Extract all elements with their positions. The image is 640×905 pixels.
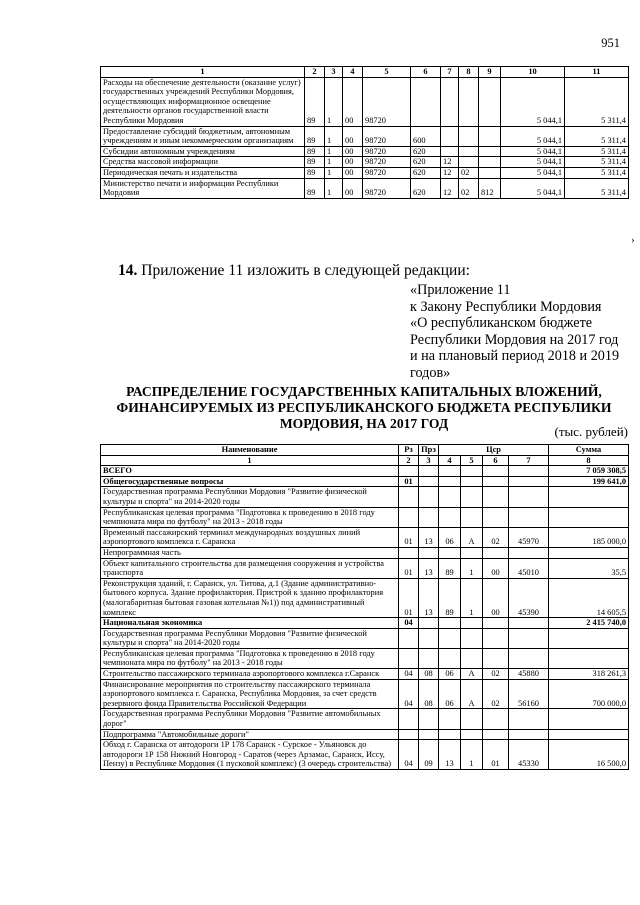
header-cell: 5 bbox=[363, 67, 411, 78]
row-rz-cell bbox=[399, 709, 419, 729]
row-rz-cell bbox=[399, 507, 419, 527]
subheader-cell: 7 bbox=[509, 455, 549, 466]
continuation-table bbox=[100, 66, 629, 199]
header-cell: 1 bbox=[101, 67, 305, 78]
row-code-cell bbox=[439, 547, 461, 558]
row-code-cell bbox=[461, 487, 483, 507]
row-sum-cell: 700 000,0 bbox=[549, 679, 629, 709]
row-code-cell: 98720 bbox=[363, 167, 411, 178]
row-code-cell: 12 bbox=[441, 167, 459, 178]
row-code-cell: 98720 bbox=[363, 178, 411, 198]
row-code-cell: 00 bbox=[343, 178, 363, 198]
row-code-cell: 89 bbox=[439, 578, 461, 617]
row-code-cell bbox=[509, 709, 549, 729]
row-code-cell bbox=[483, 487, 509, 507]
row-amount-cell: 5 044,1 bbox=[501, 167, 565, 178]
row-prz-cell: 13 bbox=[419, 527, 439, 547]
row-code-cell: А bbox=[461, 679, 483, 709]
row-prz-cell: 08 bbox=[419, 679, 439, 709]
row-code-cell: 89 bbox=[305, 178, 325, 198]
row-sum-cell bbox=[549, 648, 629, 668]
table-row bbox=[101, 157, 629, 168]
row-code-cell: 00 bbox=[343, 167, 363, 178]
row-prz-cell bbox=[419, 709, 439, 729]
row-code-cell: 45330 bbox=[509, 740, 549, 770]
row-code-cell bbox=[461, 709, 483, 729]
row-code-cell: 98720 bbox=[363, 157, 411, 168]
row-name-cell: Государственная программа Республики Мордовия "Развитие физической культуры и спорта" на 2014-2020 годы bbox=[101, 628, 399, 648]
table-header-row bbox=[101, 67, 629, 78]
row-code-cell bbox=[441, 146, 459, 157]
row-code-cell bbox=[479, 157, 501, 168]
subheader-cell: 4 bbox=[439, 455, 461, 466]
row-rz-cell bbox=[399, 729, 419, 740]
row-code-cell: 12 bbox=[441, 178, 459, 198]
page-number: 951 bbox=[601, 36, 620, 50]
row-code-cell: 01 bbox=[483, 740, 509, 770]
row-code-cell bbox=[483, 648, 509, 668]
row-code-cell bbox=[479, 77, 501, 126]
table-row bbox=[101, 178, 629, 198]
row-code-cell bbox=[483, 466, 509, 477]
row-name-cell: Субсидии автономным учреждениям bbox=[101, 146, 305, 157]
appendix-line: Республики Мордовия на 2017 год bbox=[410, 331, 619, 348]
row-code-cell: 1 bbox=[325, 167, 343, 178]
margin-mark: › bbox=[631, 234, 635, 246]
row-prz-cell bbox=[419, 628, 439, 648]
appendix-line: «О республиканском бюджете bbox=[410, 315, 593, 331]
heading-line: МОРДОВИЯ, НА 2017 ГОД bbox=[279, 416, 449, 431]
appendix-reference bbox=[410, 282, 619, 381]
row-amount-cell: 5 044,1 bbox=[501, 126, 565, 146]
row-code-cell: 06 bbox=[439, 669, 461, 680]
row-sum-cell: 2 415 740,0 bbox=[549, 618, 629, 629]
row-code-cell: 1 bbox=[461, 558, 483, 578]
row-prz-cell bbox=[419, 476, 439, 487]
row-code-cell bbox=[461, 476, 483, 487]
row-code-cell: 45970 bbox=[509, 527, 549, 547]
row-code-cell: 00 bbox=[343, 157, 363, 168]
table-row bbox=[101, 679, 629, 709]
row-sum-cell: 16 500,0 bbox=[549, 740, 629, 770]
table-row bbox=[101, 729, 629, 740]
subheader-cell: 1 bbox=[101, 455, 399, 466]
row-name-cell: Реконструкция зданий, г. Саранск, ул. Титова, д.1 (Здание административно-бытового корпуса. Здание профилактория. Пристрой к зданию профилактория (малогабаритная бытовая газовая котельная №1)) под административный комплекс bbox=[101, 578, 399, 617]
table-row bbox=[101, 740, 629, 770]
row-code-cell: 1 bbox=[325, 77, 343, 126]
table-row bbox=[101, 167, 629, 178]
appendix-line: и на плановый период 2018 и 2019 bbox=[410, 348, 620, 364]
row-code-cell: 1 bbox=[325, 157, 343, 168]
row-code-cell bbox=[483, 709, 509, 729]
header-prz: Прз bbox=[419, 445, 439, 456]
row-amount-cell: 5 311,4 bbox=[565, 167, 629, 178]
row-prz-cell bbox=[419, 466, 439, 477]
row-sum-cell bbox=[549, 709, 629, 729]
appendix-line: годов» bbox=[410, 364, 451, 381]
row-name-cell: Республиканская целевая программа "Подготовка к проведению в 2018 году чемпионата мира по футболу" на 2013 - 2018 годы bbox=[101, 507, 399, 527]
row-name-cell: Министерство печати и информации Республики Мордовия bbox=[101, 178, 305, 198]
row-code-cell bbox=[461, 618, 483, 629]
row-code-cell: 02 bbox=[483, 679, 509, 709]
row-code-cell bbox=[479, 126, 501, 146]
subheader-cell: 8 bbox=[549, 455, 629, 466]
row-code-cell bbox=[439, 487, 461, 507]
row-code-cell: 1 bbox=[461, 578, 483, 617]
table-row bbox=[101, 146, 629, 157]
row-code-cell: 620 bbox=[411, 146, 441, 157]
row-code-cell: 1 bbox=[461, 740, 483, 770]
row-rz-cell: 04 bbox=[399, 669, 419, 680]
row-amount-cell: 5 311,4 bbox=[565, 178, 629, 198]
row-code-cell: 06 bbox=[439, 527, 461, 547]
row-rz-cell: 01 bbox=[399, 527, 419, 547]
header-csr: Цср bbox=[439, 445, 549, 456]
heading-line: РАСПРЕДЕЛЕНИЕ ГОСУДАРСТВЕННЫХ КАПИТАЛЬНЫХ ВЛОЖЕНИЙ, bbox=[126, 384, 602, 399]
table-header-row bbox=[101, 445, 629, 456]
row-code-cell bbox=[461, 648, 483, 668]
row-sum-cell bbox=[549, 507, 629, 527]
row-code-cell: 45010 bbox=[509, 558, 549, 578]
row-name-cell: Республиканская целевая программа "Подготовка к проведению в 2018 году чемпионата мира по футболу" на 2013 - 2018 годы bbox=[101, 648, 399, 668]
row-code-cell bbox=[441, 77, 459, 126]
row-code-cell bbox=[479, 167, 501, 178]
row-code-cell: 02 bbox=[459, 178, 479, 198]
row-code-cell: 45880 bbox=[509, 669, 549, 680]
table-row bbox=[101, 709, 629, 729]
row-code-cell: 620 bbox=[411, 157, 441, 168]
row-sum-cell bbox=[549, 547, 629, 558]
row-code-cell bbox=[459, 77, 479, 126]
row-code-cell bbox=[483, 729, 509, 740]
row-code-cell bbox=[509, 648, 549, 668]
row-code-cell bbox=[509, 476, 549, 487]
header-sum: Сумма bbox=[549, 445, 629, 456]
row-code-cell: 98720 bbox=[363, 126, 411, 146]
row-code-cell bbox=[509, 507, 549, 527]
row-rz-cell: 01 bbox=[399, 558, 419, 578]
table-row bbox=[101, 466, 629, 477]
table-row bbox=[101, 77, 629, 126]
row-code-cell: 89 bbox=[305, 157, 325, 168]
row-code-cell bbox=[439, 628, 461, 648]
appendix-line: «Приложение 11 bbox=[410, 282, 511, 298]
row-rz-cell: 04 bbox=[399, 618, 419, 629]
table-row bbox=[101, 476, 629, 487]
heading-line: ФИНАНСИРУЕМЫХ ИЗ РЕСПУБЛИКАНСКОГО БЮДЖЕТА РЕСПУБЛИКИ bbox=[116, 400, 612, 415]
table-row bbox=[101, 527, 629, 547]
header-cell: 6 bbox=[411, 67, 441, 78]
row-amount-cell: 5 044,1 bbox=[501, 157, 565, 168]
unit-label: (тыс. рублей) bbox=[554, 424, 628, 439]
row-code-cell: 98720 bbox=[363, 77, 411, 126]
row-name-cell: Расходы на обеспечение деятельности (оказание услуг) государственных учреждений Республики Мордовия, осуществляющих информационное освещение деятельности органов государственной власти Республики Мордовия bbox=[101, 77, 305, 126]
row-sum-cell bbox=[549, 729, 629, 740]
row-code-cell bbox=[439, 709, 461, 729]
row-name-cell: Государственная программа Республики Мордовия "Развитие автомобильных дорог" bbox=[101, 709, 399, 729]
row-code-cell: 56160 bbox=[509, 679, 549, 709]
row-amount-cell: 5 311,4 bbox=[565, 146, 629, 157]
row-code-cell bbox=[459, 157, 479, 168]
row-rz-cell: 01 bbox=[399, 578, 419, 617]
row-code-cell bbox=[509, 487, 549, 507]
row-code-cell bbox=[483, 618, 509, 629]
header-name: Наименование bbox=[101, 445, 399, 456]
row-code-cell bbox=[461, 729, 483, 740]
row-code-cell: 89 bbox=[439, 558, 461, 578]
capital-investments-table bbox=[100, 444, 629, 770]
row-code-cell bbox=[439, 466, 461, 477]
row-code-cell bbox=[411, 77, 441, 126]
row-name-cell: Общегосударственные вопросы bbox=[101, 476, 399, 487]
row-prz-cell: 08 bbox=[419, 669, 439, 680]
row-code-cell: 00 bbox=[483, 578, 509, 617]
table-row bbox=[101, 669, 629, 680]
header-cell: 8 bbox=[459, 67, 479, 78]
header-cell: 3 bbox=[325, 67, 343, 78]
row-prz-cell bbox=[419, 547, 439, 558]
row-code-cell bbox=[439, 507, 461, 527]
row-code-cell bbox=[461, 507, 483, 527]
row-prz-cell bbox=[419, 507, 439, 527]
row-code-cell: 45390 bbox=[509, 578, 549, 617]
amendment-paragraph bbox=[118, 262, 470, 280]
row-code-cell: 00 bbox=[343, 126, 363, 146]
row-amount-cell: 5 044,1 bbox=[501, 77, 565, 126]
row-sum-cell: 199 641,0 bbox=[549, 476, 629, 487]
header-cell: 10 bbox=[501, 67, 565, 78]
table-subheader-row bbox=[101, 455, 629, 466]
row-name-cell: Финансирование мероприятия по строительству пассажирского терминала аэропортового комплекса г. Саранска, Республика Мордовия, за счет средств резервного фонда Правительства Российской Федерации bbox=[101, 679, 399, 709]
row-code-cell: 600 bbox=[411, 126, 441, 146]
subheader-cell: 3 bbox=[419, 455, 439, 466]
row-code-cell: 02 bbox=[483, 527, 509, 547]
row-code-cell: 1 bbox=[325, 146, 343, 157]
row-name-cell: Предоставление субсидий бюджетным, автономным учреждениям и иным некоммерческим организациям bbox=[101, 126, 305, 146]
row-amount-cell: 5 311,4 bbox=[565, 126, 629, 146]
row-code-cell: 02 bbox=[483, 669, 509, 680]
row-code-cell: 89 bbox=[305, 167, 325, 178]
row-code-cell: 89 bbox=[305, 77, 325, 126]
header-rz: Рз bbox=[399, 445, 419, 456]
header-cell: 4 bbox=[343, 67, 363, 78]
row-code-cell bbox=[483, 547, 509, 558]
row-code-cell bbox=[439, 729, 461, 740]
row-name-cell: Периодическая печать и издательства bbox=[101, 167, 305, 178]
row-prz-cell: 09 bbox=[419, 740, 439, 770]
table-row bbox=[101, 126, 629, 146]
row-code-cell: 98720 bbox=[363, 146, 411, 157]
subheader-cell: 2 bbox=[399, 455, 419, 466]
row-sum-cell: 318 261,3 bbox=[549, 669, 629, 680]
table-row bbox=[101, 648, 629, 668]
row-code-cell bbox=[461, 628, 483, 648]
row-code-cell bbox=[509, 618, 549, 629]
row-code-cell: 812 bbox=[479, 178, 501, 198]
row-code-cell bbox=[479, 146, 501, 157]
row-name-cell: Непрограммная часть bbox=[101, 547, 399, 558]
table-row bbox=[101, 547, 629, 558]
row-code-cell bbox=[509, 466, 549, 477]
row-code-cell: 00 bbox=[483, 558, 509, 578]
row-code-cell: 620 bbox=[411, 178, 441, 198]
row-prz-cell bbox=[419, 487, 439, 507]
row-code-cell: 00 bbox=[343, 146, 363, 157]
row-code-cell: 00 bbox=[343, 77, 363, 126]
row-code-cell: 1 bbox=[325, 178, 343, 198]
row-code-cell: 06 bbox=[439, 679, 461, 709]
row-rz-cell bbox=[399, 648, 419, 668]
row-sum-cell: 35,5 bbox=[549, 558, 629, 578]
table-row bbox=[101, 618, 629, 629]
row-code-cell: 89 bbox=[305, 126, 325, 146]
header-cell: 9 bbox=[479, 67, 501, 78]
row-prz-cell: 13 bbox=[419, 578, 439, 617]
table-row bbox=[101, 487, 629, 507]
table-row bbox=[101, 507, 629, 527]
row-sum-cell: 7 059 308,5 bbox=[549, 466, 629, 477]
table-row bbox=[101, 628, 629, 648]
row-code-cell: 620 bbox=[411, 167, 441, 178]
row-code-cell: А bbox=[461, 527, 483, 547]
row-name-cell: Объект капитального строительства для размещения сооружения и устройства транспорта bbox=[101, 558, 399, 578]
paragraph-text: Приложение 11 изложить в следующей редакции: bbox=[141, 262, 470, 279]
row-code-cell: А bbox=[461, 669, 483, 680]
row-prz-cell bbox=[419, 648, 439, 668]
row-name-cell: ВСЕГО bbox=[101, 466, 399, 477]
row-code-cell bbox=[509, 628, 549, 648]
row-code-cell bbox=[441, 126, 459, 146]
header-cell: 2 bbox=[305, 67, 325, 78]
row-code-cell bbox=[459, 146, 479, 157]
header-cell: 11 bbox=[565, 67, 629, 78]
row-code-cell bbox=[509, 547, 549, 558]
row-name-cell: Подпрограмма "Автомобильные дороги" bbox=[101, 729, 399, 740]
row-name-cell: Государственная программа Республики Мордовия "Развитие физической культуры и спорта" на 2014-2020 годы bbox=[101, 487, 399, 507]
row-sum-cell bbox=[549, 487, 629, 507]
row-rz-cell bbox=[399, 547, 419, 558]
row-name-cell: Обход г. Саранска от автодороги 1Р 178 Саранск - Сурское - Ульяновск до автодороги 1Р 158 Нижний Новгород - Саратов (через Арзамас, Саранск, Иссу, Пензу) в Республике Мордовия (1 пусковой комплекс) (3 очередь строительства) bbox=[101, 740, 399, 770]
row-rz-cell bbox=[399, 628, 419, 648]
row-prz-cell bbox=[419, 618, 439, 629]
row-prz-cell: 13 bbox=[419, 558, 439, 578]
table-row bbox=[101, 578, 629, 617]
row-sum-cell: 14 605,5 bbox=[549, 578, 629, 617]
row-name-cell: Средства массовой информации bbox=[101, 157, 305, 168]
row-code-cell bbox=[483, 476, 509, 487]
row-rz-cell: 04 bbox=[399, 740, 419, 770]
row-code-cell bbox=[461, 466, 483, 477]
subheader-cell: 5 bbox=[461, 455, 483, 466]
row-sum-cell: 185 000,0 bbox=[549, 527, 629, 547]
row-name-cell: Национальная экономика bbox=[101, 618, 399, 629]
row-code-cell bbox=[461, 547, 483, 558]
row-code-cell: 1 bbox=[325, 126, 343, 146]
subheader-cell: 6 bbox=[483, 455, 509, 466]
row-rz-cell: 01 bbox=[399, 476, 419, 487]
table-row bbox=[101, 558, 629, 578]
row-code-cell bbox=[459, 126, 479, 146]
row-code-cell bbox=[439, 476, 461, 487]
row-name-cell: Временный пассажирский терминал международных воздушных линий аэропортового комплекса г. Саранска bbox=[101, 527, 399, 547]
row-name-cell: Строительство пассажирского терминала аэропортового комплекса г.Саранск bbox=[101, 669, 399, 680]
row-amount-cell: 5 044,1 bbox=[501, 178, 565, 198]
row-code-cell bbox=[439, 648, 461, 668]
row-code-cell bbox=[483, 628, 509, 648]
paragraph-number: 14. bbox=[118, 262, 138, 279]
row-amount-cell: 5 044,1 bbox=[501, 146, 565, 157]
row-amount-cell: 5 311,4 bbox=[565, 157, 629, 168]
row-rz-cell bbox=[399, 487, 419, 507]
row-code-cell bbox=[439, 618, 461, 629]
row-code-cell bbox=[509, 729, 549, 740]
row-code-cell: 13 bbox=[439, 740, 461, 770]
row-code-cell: 89 bbox=[305, 146, 325, 157]
row-code-cell bbox=[483, 507, 509, 527]
row-amount-cell: 5 311,4 bbox=[565, 77, 629, 126]
row-rz-cell bbox=[399, 466, 419, 477]
row-rz-cell: 04 bbox=[399, 679, 419, 709]
row-code-cell: 02 bbox=[459, 167, 479, 178]
row-sum-cell bbox=[549, 628, 629, 648]
row-code-cell: 12 bbox=[441, 157, 459, 168]
row-prz-cell bbox=[419, 729, 439, 740]
appendix-line: к Закону Республики Мордовия bbox=[410, 298, 602, 315]
header-cell: 7 bbox=[441, 67, 459, 78]
